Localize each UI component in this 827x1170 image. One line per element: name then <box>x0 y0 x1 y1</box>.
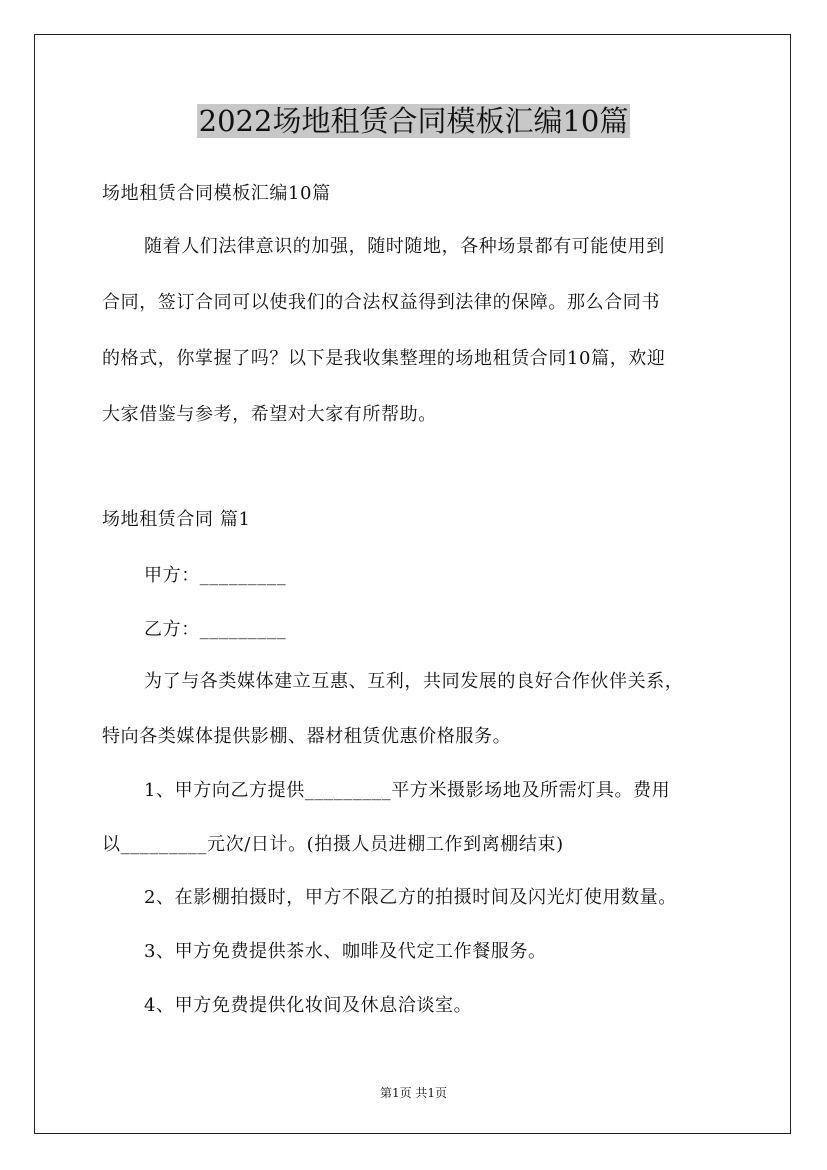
clause-2-line: 2、在影棚拍摄时，甲方不限乙方的拍摄时间及闪光灯使用数量。 <box>144 887 677 908</box>
party-a-line: 甲方：_________ <box>144 565 287 586</box>
document-title-text: 2022场地租赁合同模板汇编10篇 <box>198 104 629 138</box>
clause-1-line-1: 1、甲方向乙方提供_________平方米摄影场地及所需灯具。费用 <box>144 780 671 801</box>
intro-line-3: 的格式，你掌握了吗？以下是我收集整理的场地租赁合同10篇，欢迎 <box>102 348 666 369</box>
page-indicator: 第1页 共1页 <box>379 1086 448 1100</box>
body-line-2: 特向各类媒体提供影棚、器材租赁优惠价格服务。 <box>102 726 512 747</box>
intro-line-4: 大家借鉴与参考，希望对大家有所帮助。 <box>102 404 437 425</box>
document-title <box>0 100 827 142</box>
document-subtitle: 场地租赁合同模板汇编10篇 <box>102 183 331 204</box>
intro-line-1: 随着人们法律意识的加强，随时随地，各种场景都有可能使用到 <box>144 236 665 257</box>
body-line-1: 为了与各类媒体建立互惠、互利，共同发展的良好合作伙伴关系， <box>144 671 684 692</box>
clause-3-line: 3、甲方免费提供茶水、咖啡及代定工作餐服务。 <box>144 941 547 962</box>
intro-line-2: 合同，签订合同可以使我们的合法权益得到法律的保障。那么合同书 <box>102 292 660 313</box>
section-heading: 场地租赁合同 篇1 <box>102 509 251 530</box>
clause-4-line: 4、甲方免费提供化妆间及休息洽谈室。 <box>144 995 473 1016</box>
clause-1-line-2: 以_________元次/日计。(拍摄人员进棚工作到离棚结束) <box>102 834 564 855</box>
party-b-line: 乙方：_________ <box>144 619 287 640</box>
